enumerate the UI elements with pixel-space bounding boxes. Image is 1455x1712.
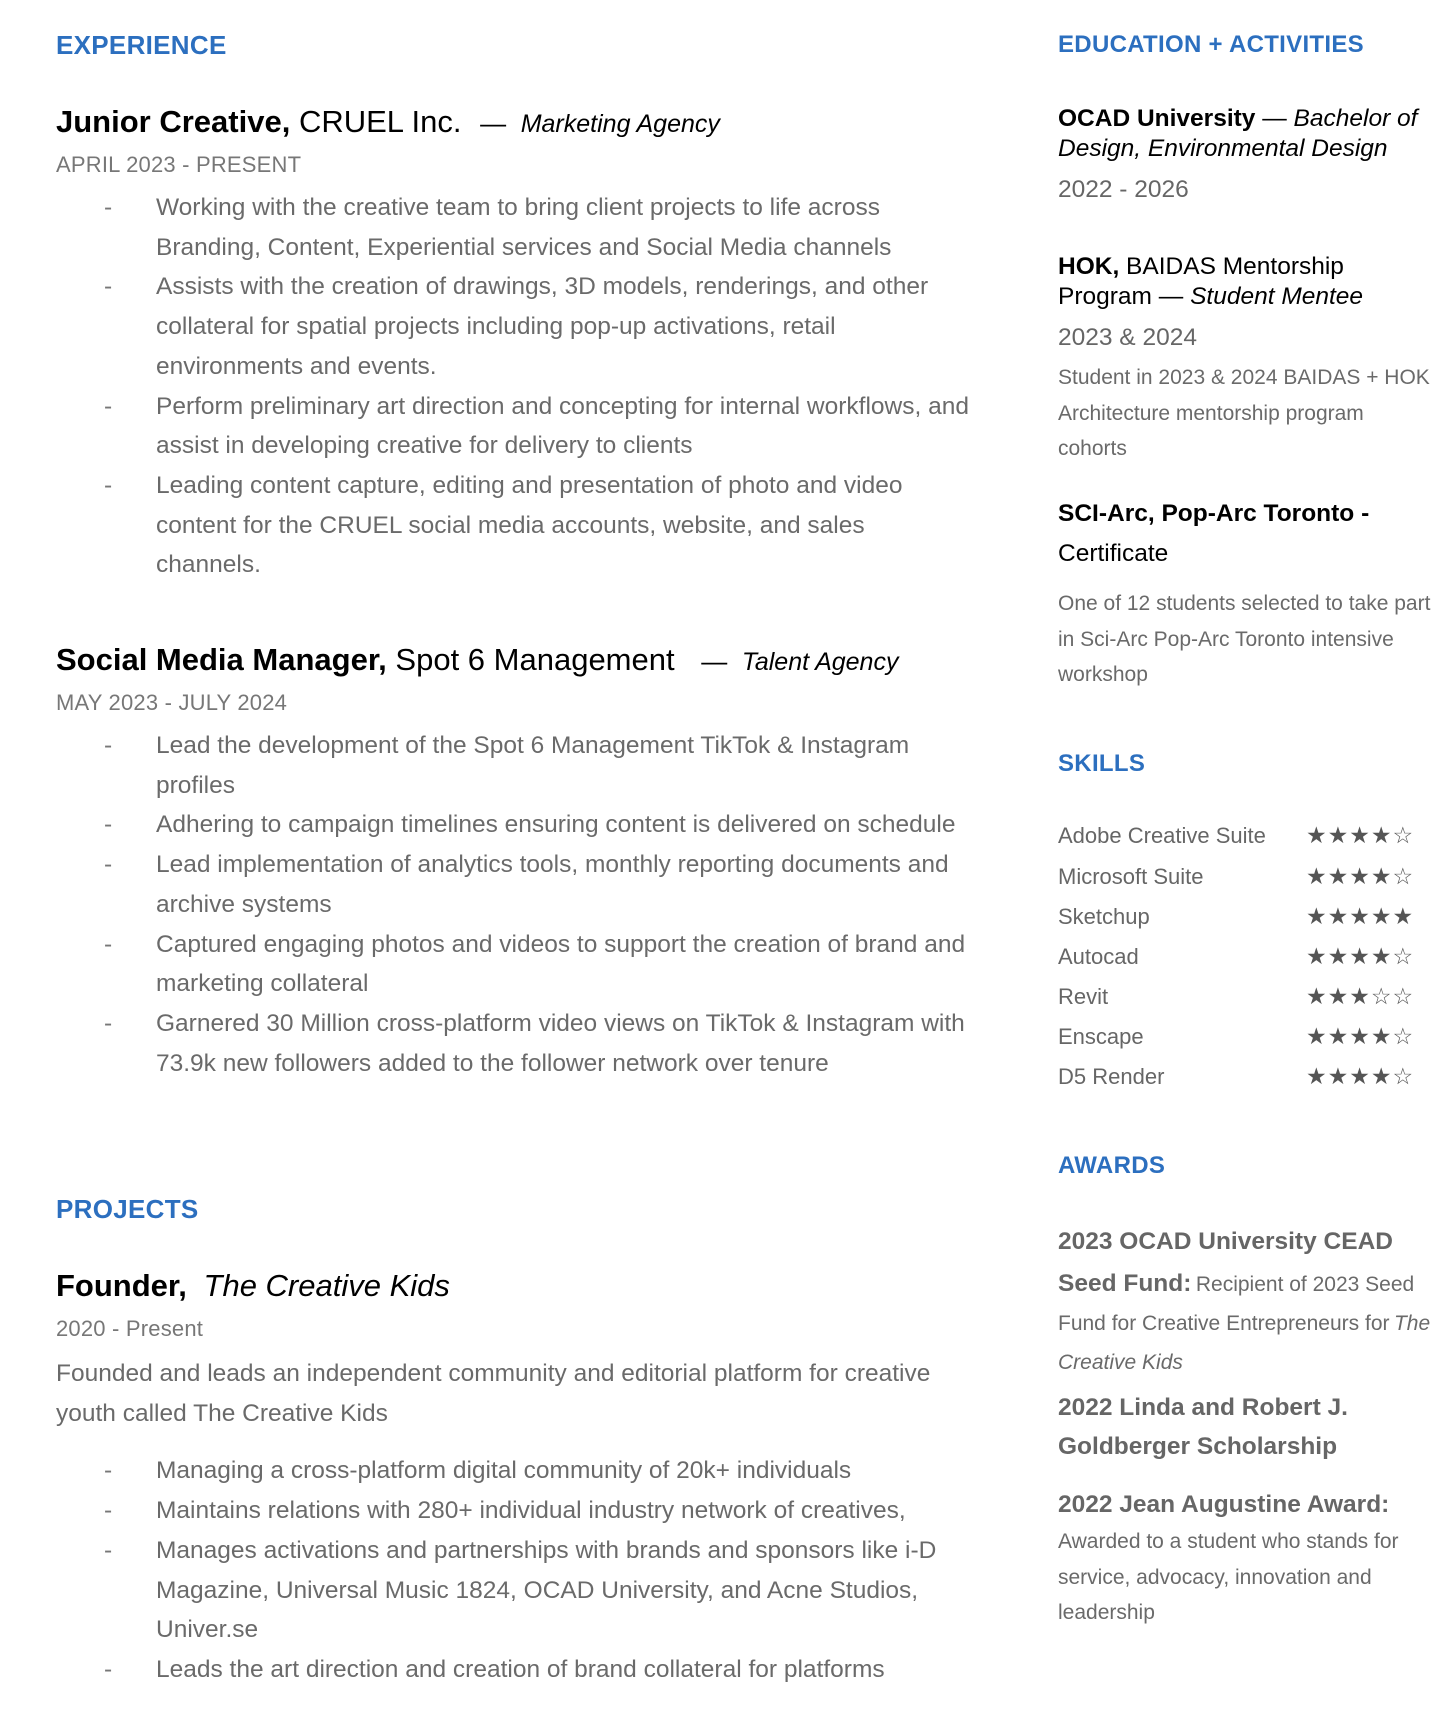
list-item (56, 466, 976, 585)
job-entry-cruel (56, 104, 976, 585)
education-item-hok (1058, 252, 1438, 467)
skill-row (1058, 944, 1428, 980)
education-program: Bachelor of Design, Environmental Design (1058, 105, 1418, 162)
job-company: Spot 6 Management (395, 642, 675, 677)
bullet-text: Garnered 30 Million cross-platform video views on TikTok & Instagram with 73.9k new followers added to the follower network over tenure (156, 1009, 965, 1077)
awards-heading: AWARDS (1058, 1152, 1166, 1179)
star-rating-icon: ★★★★★ (1306, 903, 1415, 929)
list-item (56, 845, 976, 924)
projects-heading: PROJECTS (56, 1194, 199, 1224)
job-dates: MAY 2023 - JULY 2024 (56, 690, 288, 715)
bullet-text: Captured engaging photos and videos to support the creation of brand and marketing collateral (156, 930, 966, 998)
skill-name: Enscape (1058, 1024, 1144, 1049)
award-item-cead (1058, 1222, 1438, 1384)
bullet-text: Lead implementation of analytics tools, monthly reporting documents and archive systems (156, 851, 949, 918)
bullet-dash: - (104, 392, 113, 420)
list-item (56, 925, 976, 1004)
education-org: SCI-Arc, Pop-Arc Toronto - (1058, 500, 1370, 527)
education-sep: — (1151, 283, 1191, 310)
job-role: Junior Creative, (56, 104, 291, 139)
bullet-dash: - (104, 851, 113, 879)
award-colon: : (1183, 1270, 1192, 1297)
bullet-text: Leading content capture, editing and presentation of photo and video content for the CRUEL social media accounts, website, and sales channels. (156, 471, 903, 579)
education-school: OCAD University (1058, 105, 1256, 132)
list-item (56, 188, 976, 267)
education-sep: — (1255, 105, 1294, 132)
project-bullets (56, 1451, 976, 1689)
award-description: Awarded to a student who stands for service, advocacy, innovation and leadership (1058, 1530, 1399, 1624)
list-item (56, 805, 976, 845)
education-years: 2022 - 2026 (1058, 176, 1189, 203)
education-title (1058, 494, 1438, 574)
bullet-text: Maintains relations with 280+ individual industry network of creatives, (156, 1497, 906, 1525)
skill-row (1058, 864, 1428, 900)
bullet-text: Leads the art direction and creation of brand collateral for platforms (156, 1655, 885, 1683)
bullet-dash: - (104, 1009, 113, 1037)
experience-heading: EXPERIENCE (56, 30, 227, 60)
project-name: The Creative Kids (203, 1268, 450, 1303)
list-item (56, 1650, 976, 1690)
list-item (56, 1531, 976, 1650)
bullet-text: Managing a cross-platform digital community of 20k+ individuals (156, 1457, 852, 1485)
award-item-augustine (1058, 1485, 1438, 1631)
bullet-dash: - (104, 471, 113, 499)
education-item-ocad (1058, 104, 1438, 204)
skill-row (1058, 1064, 1428, 1100)
skill-name: Adobe Creative Suite (1058, 823, 1266, 848)
bullet-dash: - (104, 732, 113, 759)
star-rating-icon: ★★★★☆ (1306, 1023, 1415, 1049)
list-item (56, 267, 976, 386)
skill-name: Autocad (1058, 944, 1139, 969)
bullet-text: Manages activations and partnerships with brands and sponsors like i-D Magazine, Universal Music 1824, OCAD University, and Acne Studios, Univer.se (156, 1536, 937, 1644)
award-item-goldberger (1058, 1388, 1438, 1466)
star-rating-icon: ★★★★☆ (1306, 822, 1415, 848)
award-title: 2023 OCAD University CEAD Seed Fund (1058, 1228, 1393, 1297)
bullet-text: Perform preliminary art direction and concepting for internal workflows, and assist in developing creative for delivery to clients (156, 392, 969, 460)
award-body (1058, 1222, 1438, 1384)
skill-row (1058, 1024, 1428, 1060)
project-title (56, 1268, 976, 1304)
bullet-dash: - (104, 811, 113, 839)
skill-row (1058, 904, 1428, 940)
bullet-dash: - (104, 194, 113, 221)
project-role: Founder, (56, 1268, 187, 1303)
project-description: Founded and leads an independent community and editorial platform for creative youth called The Creative Kids (56, 1360, 931, 1427)
bullet-dash: - (104, 1655, 113, 1683)
list-item (56, 1451, 976, 1491)
bullet-dash: - (104, 1497, 113, 1525)
job-role: Social Media Manager, (56, 642, 387, 677)
skills-heading: SKILLS (1058, 750, 1146, 777)
skill-name: Revit (1058, 984, 1109, 1009)
job-title (56, 642, 976, 678)
education-description: One of 12 students selected to take part in Sci-Arc Pop-Arc Toronto intensive workshop (1058, 592, 1431, 686)
job-bullets (56, 726, 976, 1083)
education-title (1058, 252, 1438, 312)
list-item (56, 387, 976, 466)
star-rating-icon: ★★★☆☆ (1306, 983, 1415, 1009)
job-dates: APRIL 2023 - PRESENT (56, 152, 302, 177)
award-title: 2022 Linda and Robert J. Goldberger Scholarship (1058, 1394, 1348, 1460)
education-role: Student Mentee (1190, 283, 1364, 310)
education-item-sciarc (1058, 494, 1438, 693)
award-description-italic: The Creative Kids (1058, 1312, 1431, 1374)
job-type: Marketing Agency (520, 110, 720, 138)
star-rating-icon: ★★★★☆ (1306, 943, 1415, 969)
list-item (56, 1491, 976, 1531)
award-description: Recipient of 2023 Seed Fund for Creative Entrepreneurs for (1058, 1273, 1415, 1335)
education-program: BAIDAS Mentorship Program (1058, 253, 1344, 310)
skill-name: Microsoft Suite (1058, 864, 1204, 889)
skill-row (1058, 823, 1428, 859)
bullet-dash: - (104, 1457, 113, 1485)
education-description: Student in 2023 & 2024 BAIDAS + HOK Architecture mentorship program cohorts (1058, 366, 1430, 460)
skill-name: Sketchup (1058, 904, 1150, 929)
bullet-dash: - (104, 273, 113, 301)
education-title (1058, 104, 1438, 164)
title-dash: — (701, 646, 728, 676)
project-dates: 2020 - Present (56, 1316, 204, 1341)
skill-row (1058, 984, 1428, 1020)
list-item (56, 1004, 976, 1083)
title-dash: — (480, 108, 507, 138)
project-entry (56, 1268, 976, 1690)
education-years: 2023 & 2024 (1058, 324, 1197, 351)
job-company: CRUEL Inc. (298, 104, 462, 139)
bullet-text: Assists with the creation of drawings, 3D models, renderings, and other collateral for spatial projects including pop-up activations, retail environments and events. (156, 273, 929, 380)
job-type: Talent Agency (741, 648, 899, 676)
education-org: HOK, (1058, 253, 1120, 280)
education-heading: EDUCATION + ACTIVITIES (1058, 31, 1364, 58)
bullet-text: Adhering to campaign timelines ensuring content is delivered on schedule (156, 811, 956, 839)
list-item (56, 726, 976, 805)
skill-name: D5 Render (1058, 1064, 1165, 1089)
bullet-dash: - (104, 1536, 113, 1564)
job-bullets (56, 188, 976, 585)
job-title (56, 104, 976, 140)
award-title: 2022 Jean Augustine Award: (1058, 1491, 1390, 1518)
bullet-text: Working with the creative team to bring client projects to life across Branding, Content, Experiential services and Social Media channels (156, 194, 892, 261)
bullet-dash: - (104, 930, 113, 958)
bullet-text: Lead the development of the Spot 6 Management TikTok & Instagram profiles (156, 732, 910, 799)
star-rating-icon: ★★★★☆ (1306, 863, 1415, 889)
education-credential: Certificate (1058, 540, 1169, 567)
star-rating-icon: ★★★★☆ (1306, 1063, 1415, 1089)
job-entry-spot6 (56, 642, 976, 1083)
